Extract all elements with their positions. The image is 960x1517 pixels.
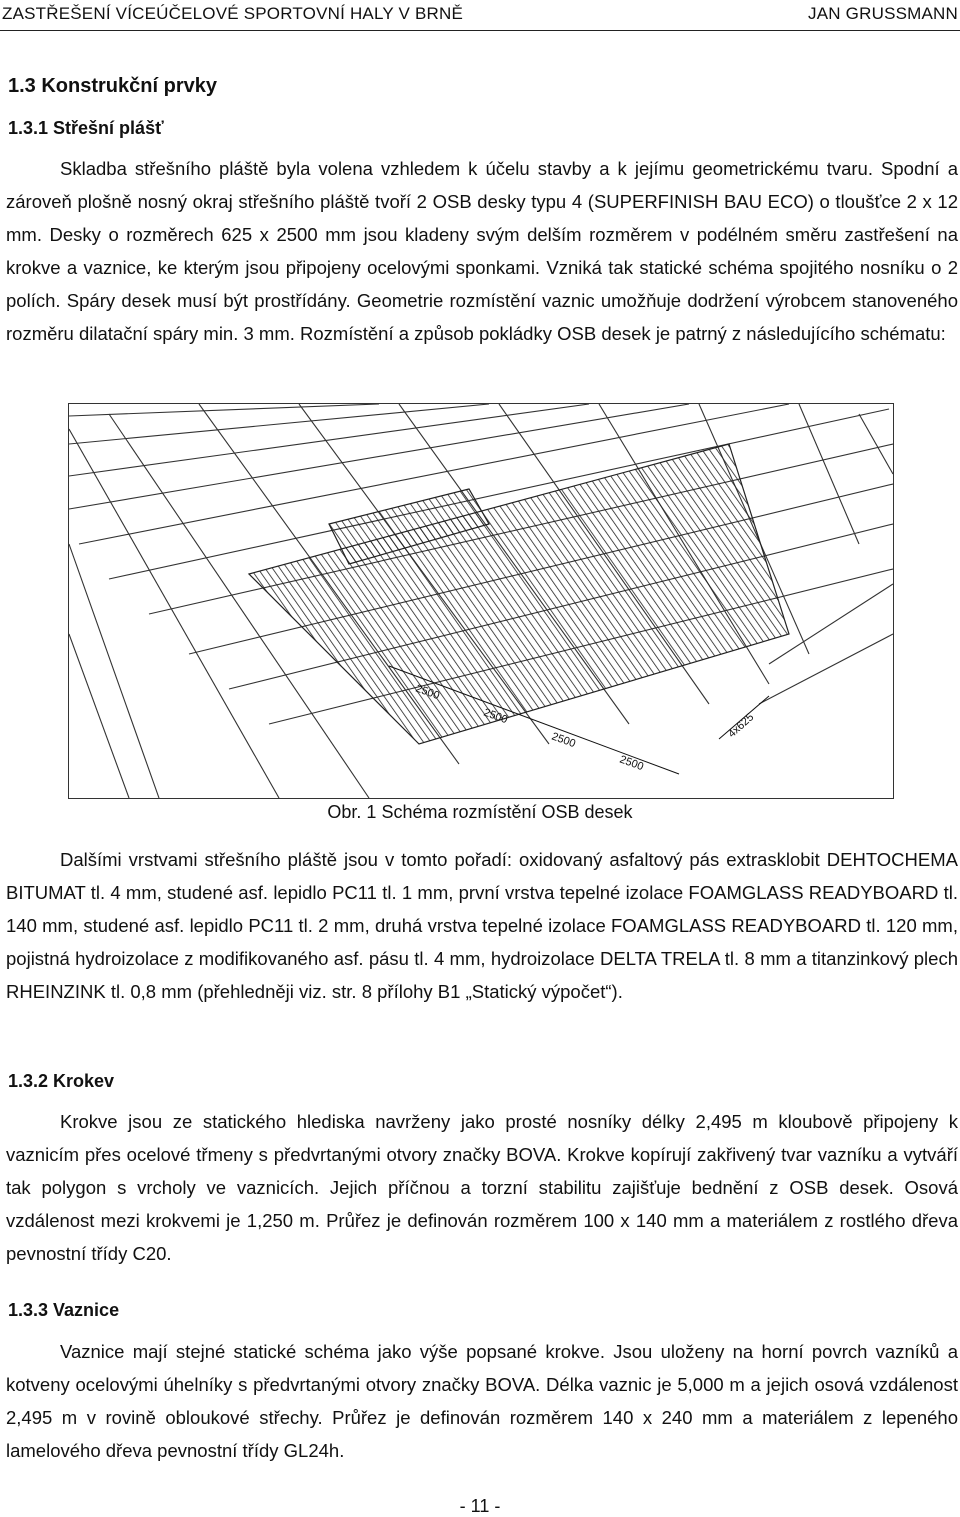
paragraph-roof-osb [6,152,958,350]
dimension-label-1: 2500 [413,682,442,703]
header-author: JAN GRUSSMANN [808,4,958,23]
width-dimension-label: 4x625 [725,711,757,741]
paragraph-purlin-text: Vaznice mají stejné statické schéma jako výše popsané krokve. Jsou uloženy na horní povrch vazníků a kotveny ocelovými úhelníky s předvrtanými otvory značky BOVA. Délka vaznic je 5,000 m a jejich osová vzdálenost 2,495 m v rovině obloukové střechy. Průřez je definován rozměrem 140 x 240 mm a materiálem z lepeného lamelového dřeva pevnostní třídy GL24h. [6,1341,958,1461]
dimension-label-3: 2500 [549,730,578,751]
paragraph-rafter [6,1105,958,1270]
paragraph-roof-layers [6,843,958,1008]
osb-layout-figure [68,403,894,799]
paragraph-purlin [6,1335,958,1467]
dimension-label-2: 2500 [481,706,510,727]
osb-boards-hatched-area [249,444,789,744]
section-heading: 1.3 Konstrukční prvky [8,75,217,97]
paragraph-roof-layers-text: Dalšími vrstvami střešního pláště jsou v tomto pořadí: oxidovaný asfaltový pás extrasklobit DEHTOCHEMA BITUMAT tl. 4 mm, studené asf. lepidlo PC11 tl. 1 mm, první vrstva tepelné izolace FOAMGLASS READYBOARD tl. 140 mm, studené asf. lepidlo PC11 tl. 2 mm, druhá vrstva tepelné izolace FOAMGLASS READYBOARD tl. 120 mm, pojistná hydroizolace z modifikovaného asf. pásu tl. 4 mm, hydroizolace DELTA TRELA tl. 8 mm a titanzinkový plech RHEINZINK tl. 0,8 mm (přehledněji viz. str. 8 přílohy B1 „Statický výpočet“). [6,849,958,1002]
paragraph-roof-osb-text: Skladba střešního pláště byla volena vzhledem k účelu stavby a k jejímu geometrickému tvaru. Spodní a zároveň plošně nosný okraj střešního pláště tvoří 2 OSB desky typu 4 (SUPERFINISH BAU ECO) o tloušťce 2 x 12 mm. Desky o rozměrech 625 x 2500 mm jsou kladeny svým delším rozměrem v podélném směru zastřešení na krokve a vaznice, ke kterým jsou připojeny ocelovými sponkami. Vzniká tak statické schéma spojitého nosníku o 2 polích. Spáry desek musí být prostřídány. Geometrie rozmístění vaznic umožňuje dodržení výrobcem stanoveného rozměru dilatační spáry min. 3 mm. Rozmístění a způsob pokládky OSB desek je patrný z následujícího schématu: [6,158,958,344]
header-title: ZASTŘEŠENÍ VÍCEÚČELOVÉ SPORTOVNÍ HALY V BRNĚ [2,4,464,23]
subsection-heading-rafter: 1.3.2 Krokev [8,1071,115,1091]
subsection-heading-roof: 1.3.1 Střešní plášť [8,118,164,138]
subsection-heading-purlin: 1.3.3 Vaznice [8,1300,120,1320]
page-number: - 11 - [459,1496,501,1516]
paragraph-rafter-text: Krokve jsou ze statického hlediska navrženy jako prosté nosníky délky 2,495 m kloubově připojeny k vaznicím přes ocelové třmeny s předvrtanými otvory značky BOVA. Krokve kopírují zakřivený tvar vazníku a vytváří tak polygon s vrcholy ve vaznicích. Jejich příčnou a torzní stabilitu zajišťuje bednění z OSB desek. Osová vzdálenost mezi krokvemi je 1,250 m. Průřez je definován rozměrem 100 x 140 mm a materiálem z rostlého dřeva pevnostní třídy C20. [6,1111,958,1264]
osb-layout-drawing [69,404,893,798]
dimension-label-4: 2500 [617,753,646,774]
page-header [0,0,960,31]
figure-caption: Obr. 1 Schéma rozmístění OSB desek [327,802,633,822]
